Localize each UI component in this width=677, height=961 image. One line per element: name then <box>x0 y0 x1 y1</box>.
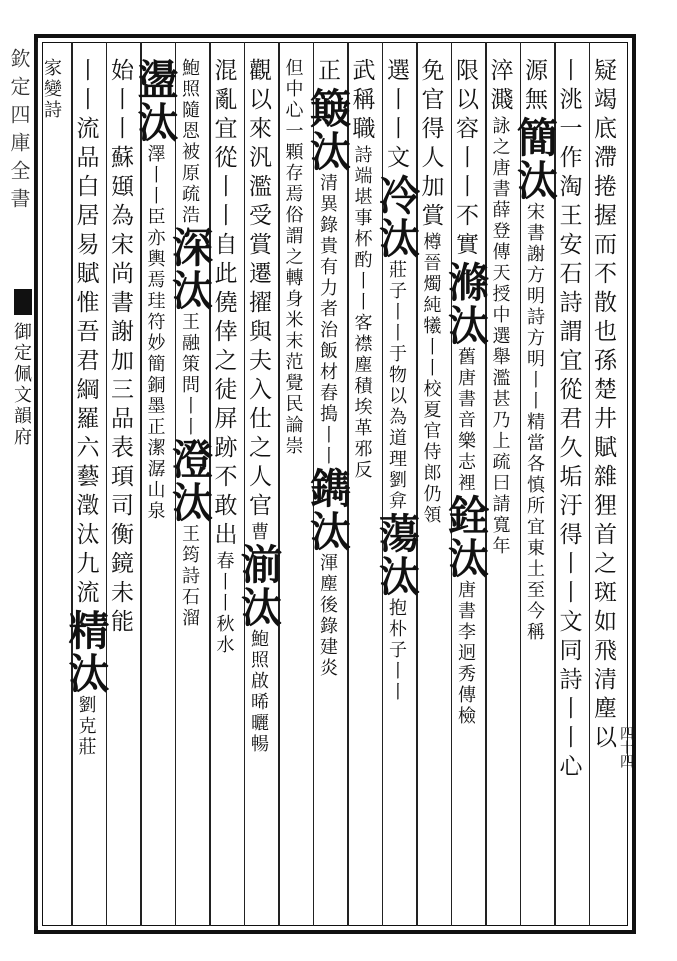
body-text: 丨丨流品白居易賦惟吾君綱羅六藝澂汰九流 <box>72 58 99 609</box>
text-column <box>107 58 142 920</box>
collection-title: 御定佩文韻府 <box>11 322 32 448</box>
headword: 蕩汰 <box>372 512 420 598</box>
body-text: 丨洮一作淘王安石詩謂宜從君久垢汙得丨丨文同詩丨丨心 <box>555 58 582 783</box>
body-text: 始丨丨蘇頲為宋尚書謝加三品表頊司衡鏡未能 <box>107 58 133 638</box>
annotation-text: 抱朴子丨丨 <box>386 598 407 703</box>
headword: 簡汰 <box>510 116 558 202</box>
annotation-text: 詠之唐書薛登傳天授中選舉濫甚乃上疏曰請寬年 <box>489 116 511 557</box>
annotation-text: 樽晉燭純犧丨丨 <box>420 232 442 379</box>
body-text: 免官得人加賞 <box>417 58 444 232</box>
annotation-text: 王筠詩石溜 <box>179 524 200 629</box>
body-text: 混亂宜從丨丨自此僥倖之徒屏跡不敢出 <box>210 58 237 551</box>
annotation-text: 鮑照啟晞曬暢 <box>248 629 269 755</box>
text-column <box>38 58 73 920</box>
headword: 深汰 <box>165 226 213 312</box>
headword: 澄汰 <box>165 438 213 524</box>
annotation-text: 曹 <box>248 522 269 543</box>
annotation-text: 正潔潺山泉 <box>144 417 166 522</box>
left-margin <box>0 0 34 961</box>
annotation-text: 王融策問丨丨 <box>179 312 200 438</box>
body-text: 疑竭底滯捲握而不散也孫楚井賦雜狸首之斑如飛清塵以 <box>590 58 616 754</box>
text-column <box>165 58 213 920</box>
text-column <box>510 58 558 920</box>
annotation-text: 渾塵後錄建炎 <box>317 553 338 679</box>
text-column <box>590 58 625 920</box>
annotation-text: 宋書謝方明詩方明丨丨精當各慎所宜東土至今稱 <box>524 202 545 643</box>
headword: 湔汰 <box>234 543 282 629</box>
annotation-text: 劉克莊 <box>75 695 97 758</box>
headword: 鐫汰 <box>303 467 351 553</box>
annotation-text: 鮑照隨恩被原疏浩 <box>179 58 200 226</box>
spine-text: 欽定四庫全書 <box>7 48 31 216</box>
annotation-text: 積埃革邪反 <box>351 376 373 481</box>
body-text: 觀以來汎濫受賞遷擢與夫入仕之人官 <box>245 58 271 522</box>
text-column <box>555 58 590 920</box>
headword: 滌汰 <box>441 261 489 347</box>
annotation-text: 舊唐書音樂志裡 <box>455 347 476 494</box>
annotation-text: 澤丨丨臣亦輿焉 <box>144 144 166 291</box>
text-column <box>130 58 179 920</box>
headword: 盪汰 <box>130 58 179 144</box>
text-column <box>61 58 110 920</box>
annotation-text: 清異錄貴有力者治飯材舂搗丨丨 <box>317 173 338 467</box>
headword: 冷汰 <box>372 174 420 260</box>
annotation-text: 唐書李迥秀傳檢 <box>455 580 476 727</box>
text-column <box>441 58 489 920</box>
body-text: 限以容丨丨不實 <box>452 58 478 261</box>
text-column <box>372 58 420 920</box>
text-column <box>486 58 521 920</box>
headword: 精汰 <box>61 609 110 695</box>
text-column <box>234 58 282 920</box>
annotation-text: 校夏官侍郎仍領 <box>420 379 442 526</box>
body-text: 選丨丨文 <box>383 58 409 174</box>
text-column <box>348 58 383 920</box>
annotation-text: 詩端堪事杯酌丨丨客襟塵 <box>351 145 373 376</box>
body-text: 源無 <box>521 58 547 116</box>
body-text: 淬濺 <box>486 58 513 116</box>
headword: 簸汰 <box>303 87 351 173</box>
text-column <box>210 58 245 920</box>
headword: 銓汰 <box>441 494 489 580</box>
annotation-text: 末范覺民論崇 <box>282 331 304 457</box>
annotation-text: 家變詩 <box>41 58 62 121</box>
annotation-text: 春丨丨秋水 <box>213 551 235 656</box>
annotation-text: 珪符妙簡銅墨 <box>144 291 166 417</box>
annotation-text: 但中心一顆存焉俗謂之轉身米 <box>282 58 304 331</box>
text-column <box>279 58 314 920</box>
annotation-text: 莊子丨丨于物以為道理劉弇 <box>386 260 407 512</box>
text-column <box>303 58 351 920</box>
body-text: 正 <box>314 58 340 87</box>
fishtail-mark <box>14 289 32 315</box>
body-text: 武稱職 <box>348 58 375 145</box>
folio-number: 四十四 <box>618 726 634 768</box>
text-column <box>417 58 452 920</box>
